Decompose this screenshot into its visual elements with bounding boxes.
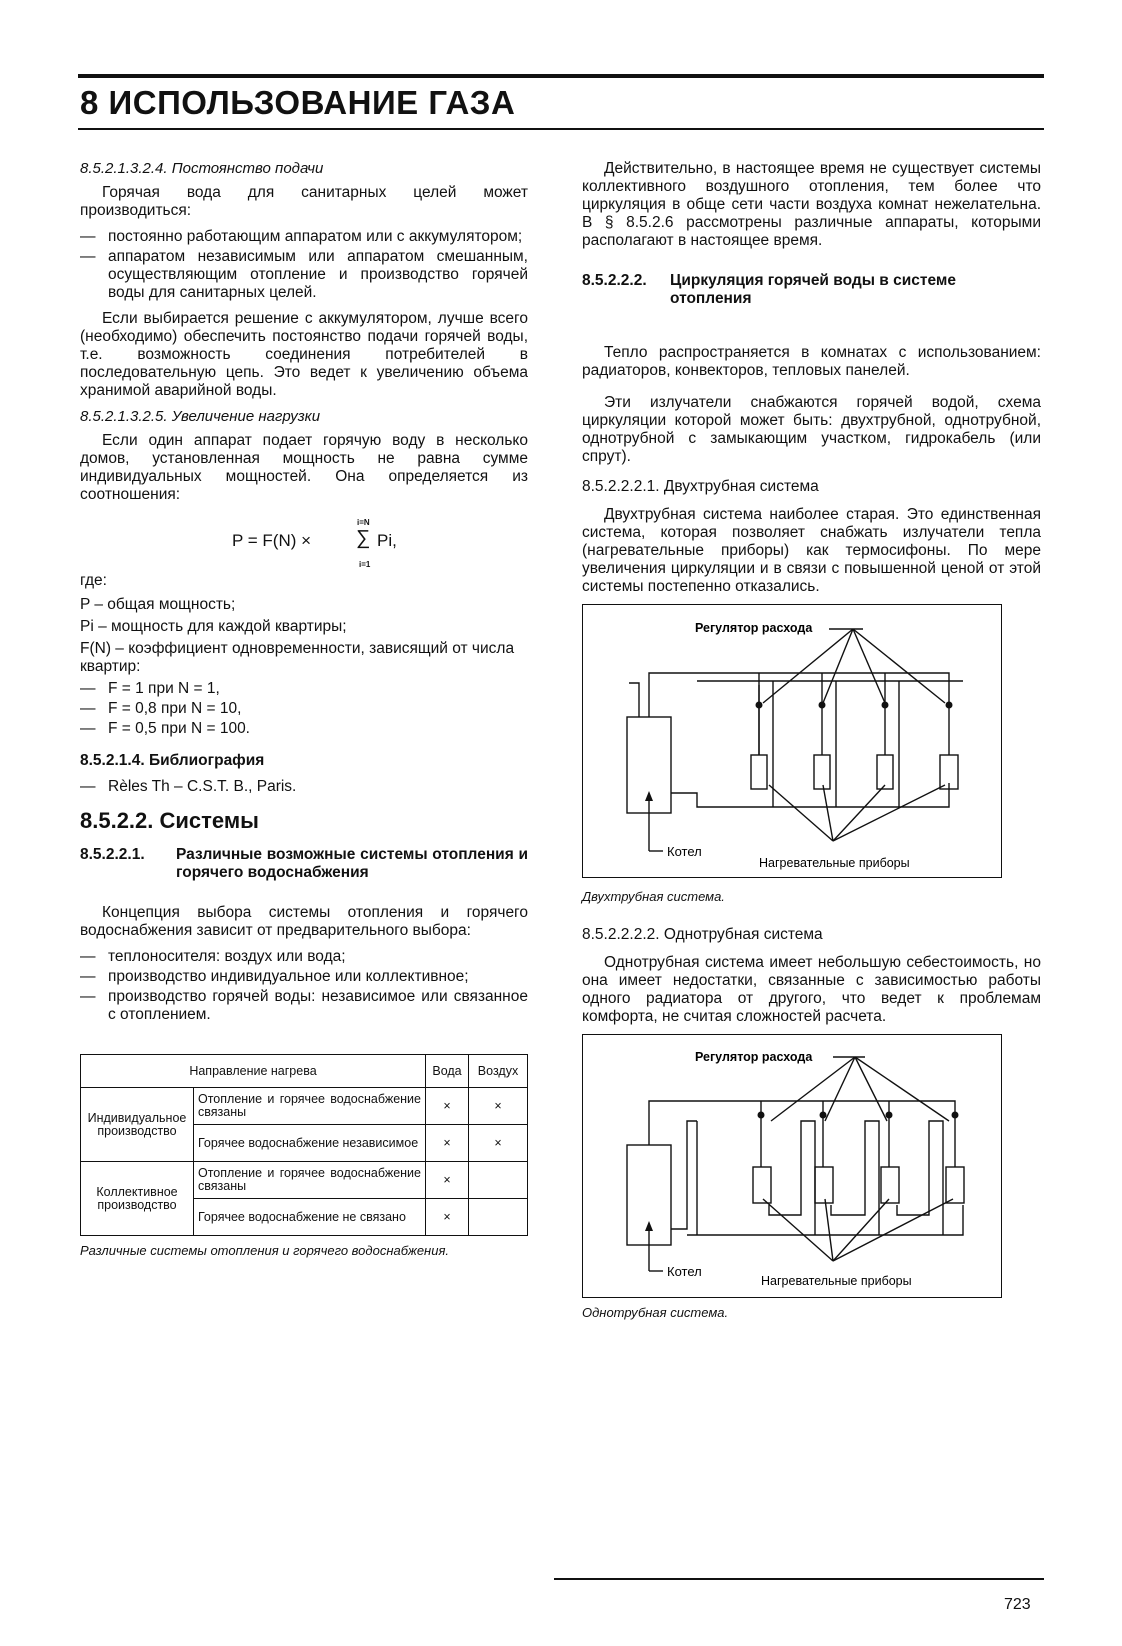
one-pipe-diagram — [582, 1034, 1002, 1298]
definition: F(N) – коэффициент одновременности, зависящий от числа квартир: — [80, 640, 515, 675]
bibliography-list — [80, 778, 528, 796]
table-cell: Горячее водоснабжение независимое — [194, 1125, 426, 1162]
left-column — [80, 160, 528, 1260]
heaters-label: Нагревательные приборы — [759, 856, 910, 870]
heading-text: Различные возможные системы отопления и горячего водоснабжения — [176, 846, 528, 881]
table-cell: Отопление и горячее водоснабжение связаны — [194, 1088, 426, 1125]
heaters-label: Нагревательные приборы — [761, 1274, 912, 1288]
group-label: Индивидуальное производство — [81, 1088, 194, 1162]
list-item: — производство горячей воды: независимое или связанное с отоплением. — [80, 988, 528, 1024]
table-cell: × — [426, 1199, 469, 1236]
table-cell: × — [469, 1125, 528, 1162]
header-cell: Воздух — [469, 1055, 528, 1088]
power-formula — [80, 512, 528, 570]
paragraph: Если один аппарат подает горячую воду в несколько домов, установленная мощность не равна сумме индивидуальных мощностей. Она определяется из соотношения: — [80, 432, 528, 503]
list-item: — постоянно работающим аппаратом или с аккумулятором; — [80, 228, 528, 246]
table-cell: Горячее водоснабжение не связано — [194, 1199, 426, 1236]
list-item: — F = 0,5 при N = 100. — [80, 720, 528, 738]
table-row — [81, 1088, 528, 1125]
paragraph: Концепция выбора системы отопления и горячего водоснабжения зависит от предварительного выбора: — [80, 904, 528, 939]
heading-number: 8.5.2.2.2. — [582, 272, 647, 289]
heading-systems: 8.5.2.2. Системы — [80, 808, 259, 833]
heading-water-circulation — [582, 272, 1041, 308]
one-pipe-schematic — [583, 1035, 1001, 1297]
formula-main: P = F(N) × — [232, 531, 312, 550]
two-pipe-schematic — [583, 605, 1001, 877]
formula-term: Pi, — [377, 531, 397, 550]
paragraph: Однотрубная система имеет небольшую себестоимость, но она имеет недостатки, связанные с зависимостью работы одного радиатора от другого, что ведет к проблемам комфорта, не считая сложностей расчета. — [582, 954, 1041, 1025]
paragraph: Эти излучатели снабжаются горячей водой, схема циркуляции которой может быть: двухтрубной, однотрубной, однотрубной с замыкающим участком, гидрокабель (или спрут). — [582, 394, 1041, 465]
list-item: — аппаратом независимым или аппаратом смешанным, осуществляющим отопление и производство горячей воды для санитарных целей. — [80, 248, 528, 302]
table-header-row — [81, 1055, 528, 1088]
header-cell: Направление нагрева — [81, 1055, 426, 1088]
table-cell: × — [426, 1088, 469, 1125]
where-label: где: — [80, 572, 107, 589]
systems-table — [80, 1054, 528, 1236]
two-pipe-diagram — [582, 604, 1002, 878]
list-item: — F = 0,8 при N = 10, — [80, 700, 528, 718]
paragraph: Действительно, в настоящее время не существует системы коллективного воздушного отопления, тем более что циркуляция в обще сети части воздуха комнат нежелательна. В § 8.5.2.6 рассмотрены различные аппараты, которыми располагают в настоящее время. — [582, 160, 1041, 249]
paragraph: Тепло распространяется в комнатах с использованием: радиаторов, конвекторов, тепловых панелей. — [582, 344, 1041, 379]
regulator-label: Регулятор расхода — [695, 621, 813, 635]
boiler-label: Котел — [667, 1264, 702, 1279]
heading-supply-constancy: 8.5.2.1.3.2.4. Постоянство подачи — [80, 160, 324, 177]
heading-possible-systems — [80, 846, 528, 882]
table-cell — [469, 1162, 528, 1199]
definition: P – общая мощность; — [80, 596, 236, 613]
heading-load-increase: 8.5.2.1.3.2.5. Увеличение нагрузки — [80, 408, 321, 425]
table-cell: × — [469, 1088, 528, 1125]
sum-upper-limit: i=N — [357, 518, 370, 527]
table-cell: × — [426, 1162, 469, 1199]
coefficient-list — [80, 680, 528, 738]
page-number: 723 — [1004, 1596, 1031, 1613]
heading-one-pipe: 8.5.2.2.2.2. Однотрубная система — [582, 926, 823, 943]
paragraph: Двухтрубная система наиболее старая. Это единственная система, которая позволяет снабжать излучатели тепла (нагревательные приборы) как термосифоны. По мере увеличения циркуляции и в связи с повышенной ценой от этой системы постепенно отказались. — [582, 506, 1041, 595]
table-cell: × — [426, 1125, 469, 1162]
title-rule — [78, 128, 1044, 130]
dash-list — [80, 228, 528, 302]
list-item: — производство индивидуальное или коллективное; — [80, 968, 528, 986]
list-item: — F = 1 при N = 1, — [80, 680, 528, 698]
paragraph: Горячая вода для санитарных целей может производиться: — [80, 184, 528, 219]
bibliography-item: — Rèles Th – C.S.T. B., Paris. — [80, 778, 528, 796]
header-cell: Вода — [426, 1055, 469, 1088]
heading-bibliography: 8.5.2.1.4. Библиография — [80, 752, 265, 769]
bottom-rule — [554, 1578, 1044, 1580]
diagram-caption: Двухтрубная система. — [582, 889, 725, 904]
sum-lower-limit: i=1 — [359, 560, 371, 569]
right-column — [582, 160, 1041, 1322]
boiler-label: Котел — [667, 844, 702, 859]
heading-text: Циркуляция горячей воды в системе отопления — [670, 272, 956, 307]
list-item: — теплоносителя: воздух или вода; — [80, 948, 528, 966]
paragraph: Если выбирается решение с аккумулятором, лучше всего (необходимо) обеспечить постоянство подачи горячей воды, т.е. возможность соединения потребителей в последовательную цепь. Это ведет к увеличению объема хранимой аварийной воды. — [80, 310, 528, 399]
definitions — [80, 596, 528, 676]
diagram-caption: Однотрубная система. — [582, 1305, 729, 1320]
chapter-title: 8 ИСПОЛЬЗОВАНИЕ ГАЗА — [80, 84, 516, 121]
dash-list — [80, 948, 528, 1024]
definition: Pi – мощность для каждой квартиры; — [80, 618, 347, 635]
table-cell — [469, 1199, 528, 1236]
heading-two-pipe: 8.5.2.2.2.1. Двухтрубная система — [582, 478, 819, 495]
heading-number: 8.5.2.2.1. — [80, 846, 145, 863]
regulator-label: Регулятор расхода — [695, 1050, 813, 1064]
table-caption: Различные системы отопления и горячего водоснабжения. — [80, 1243, 449, 1258]
sum-sign: ∑ — [356, 527, 371, 549]
table-cell: Отопление и горячее водоснабжение связаны — [194, 1162, 426, 1199]
table-row — [81, 1162, 528, 1199]
group-label: Коллективное производство — [81, 1162, 194, 1236]
top-rule — [78, 74, 1044, 78]
